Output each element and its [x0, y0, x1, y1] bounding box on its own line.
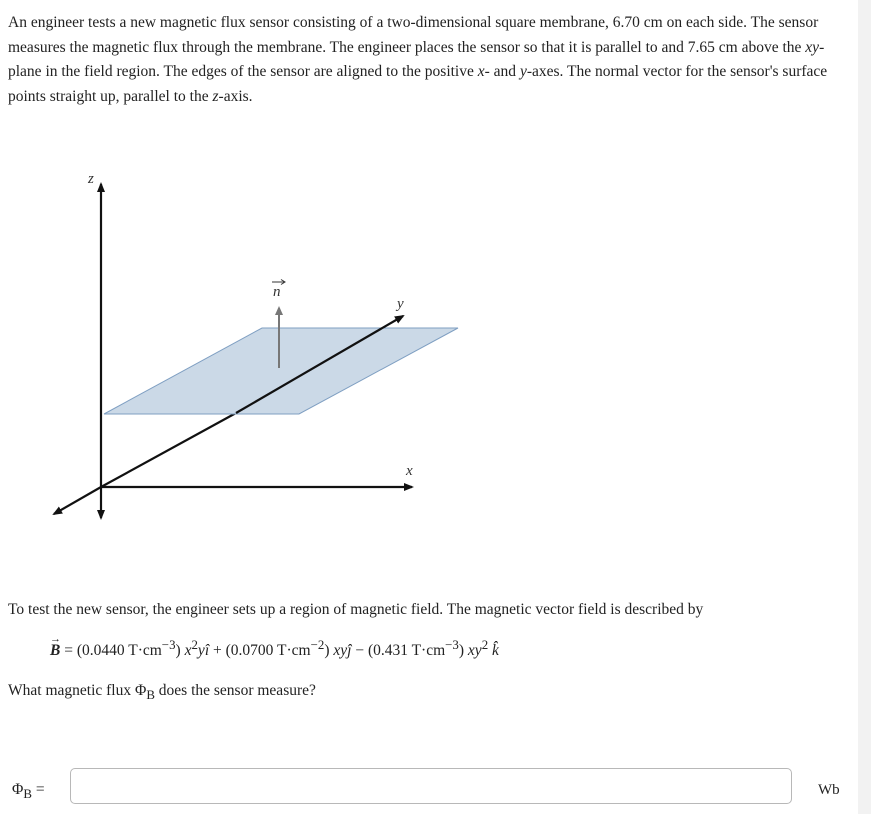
height-value: 7.65 cm — [687, 38, 738, 56]
answer-flux-subscript: B — [23, 786, 32, 802]
intro-text-7: -axis. — [218, 87, 253, 105]
var-1b: y — [197, 642, 205, 660]
eq-equals: = — [60, 642, 77, 660]
y-axis-lower — [101, 413, 236, 487]
sensor-diagram — [0, 150, 480, 530]
field-equation — [50, 633, 499, 660]
paren-close-3: ) — [458, 642, 465, 660]
answer-flux-symbol: Φ — [12, 781, 24, 798]
problem-intro — [8, 11, 843, 109]
paren-close-2: ) — [324, 642, 330, 660]
var-1: x — [184, 642, 192, 660]
unit-i-hat: î — [204, 642, 210, 660]
axis-y-ref: y — [519, 63, 527, 80]
eq-plus: + — [209, 642, 226, 660]
var-1-exp: 2 — [191, 637, 198, 652]
sensor-membrane — [104, 328, 458, 414]
var-3: xy — [467, 642, 482, 660]
coef-3-exp: −3 — [445, 637, 459, 652]
question-text — [8, 679, 843, 708]
coef-1-exp: −3 — [161, 637, 176, 652]
question-text-1: What magnetic flux — [8, 682, 135, 699]
coef-2-exp: −2 — [310, 637, 325, 652]
label-x: x — [406, 463, 413, 479]
label-n: n — [273, 284, 281, 300]
answer-equals: = — [31, 781, 45, 798]
answer-label — [12, 781, 45, 802]
unit-j-hat: ĵ — [347, 642, 352, 660]
paren-close-1: ) — [175, 642, 181, 660]
b-vector-arrow: → — [50, 633, 61, 646]
coef-3: (0.431 T·cm — [367, 642, 446, 660]
intro-text-6: -axes. The normal vector for the sensor's surface points straight up, parallel to the — [8, 63, 828, 105]
field-intro: To test the new sensor, the engineer sets up a region of magnetic field. The magnetic vector field is described by — [8, 601, 704, 618]
b-symbol: B — [50, 642, 61, 660]
plane-name: xy — [805, 38, 820, 56]
eq-minus: − — [351, 642, 368, 660]
axis-z-ref: z — [212, 87, 219, 105]
intro-text-5: - and — [484, 63, 520, 80]
flux-subscript: B — [146, 687, 155, 703]
intro-text-3: above the — [737, 38, 806, 56]
intro-text-4: -plane in the field region. The edges of the sensor are aligned to the positive — [8, 38, 825, 80]
intro-text-2: on each side. The sensor measures the magnetic flux through the membrane. The engineer places the sensor so that it is parallel to and — [8, 14, 819, 56]
question-text-2: does the sensor measure? — [154, 682, 316, 699]
label-z: z — [88, 171, 94, 187]
side-length-value: 6.70 cm — [612, 14, 663, 31]
y-axis-negative — [54, 487, 101, 514]
answer-unit: Wb — [818, 782, 840, 798]
unit-k-hat: k̂ — [492, 642, 499, 660]
intro-text-1: An engineer tests a new magnetic flux sensor consisting of a two-dimensional square membrane, — [8, 14, 613, 31]
flux-answer-input[interactable] — [70, 768, 792, 804]
coef-2: (0.0700 T·cm — [225, 642, 311, 660]
axis-x-ref: x — [477, 63, 485, 80]
flux-symbol: Φ — [134, 682, 147, 699]
coef-1: (0.0440 T·cm — [76, 642, 162, 660]
var-3-exp: 2 — [481, 637, 489, 652]
b-vector — [50, 633, 61, 660]
var-2: xy — [333, 642, 348, 660]
label-y: y — [397, 296, 404, 312]
